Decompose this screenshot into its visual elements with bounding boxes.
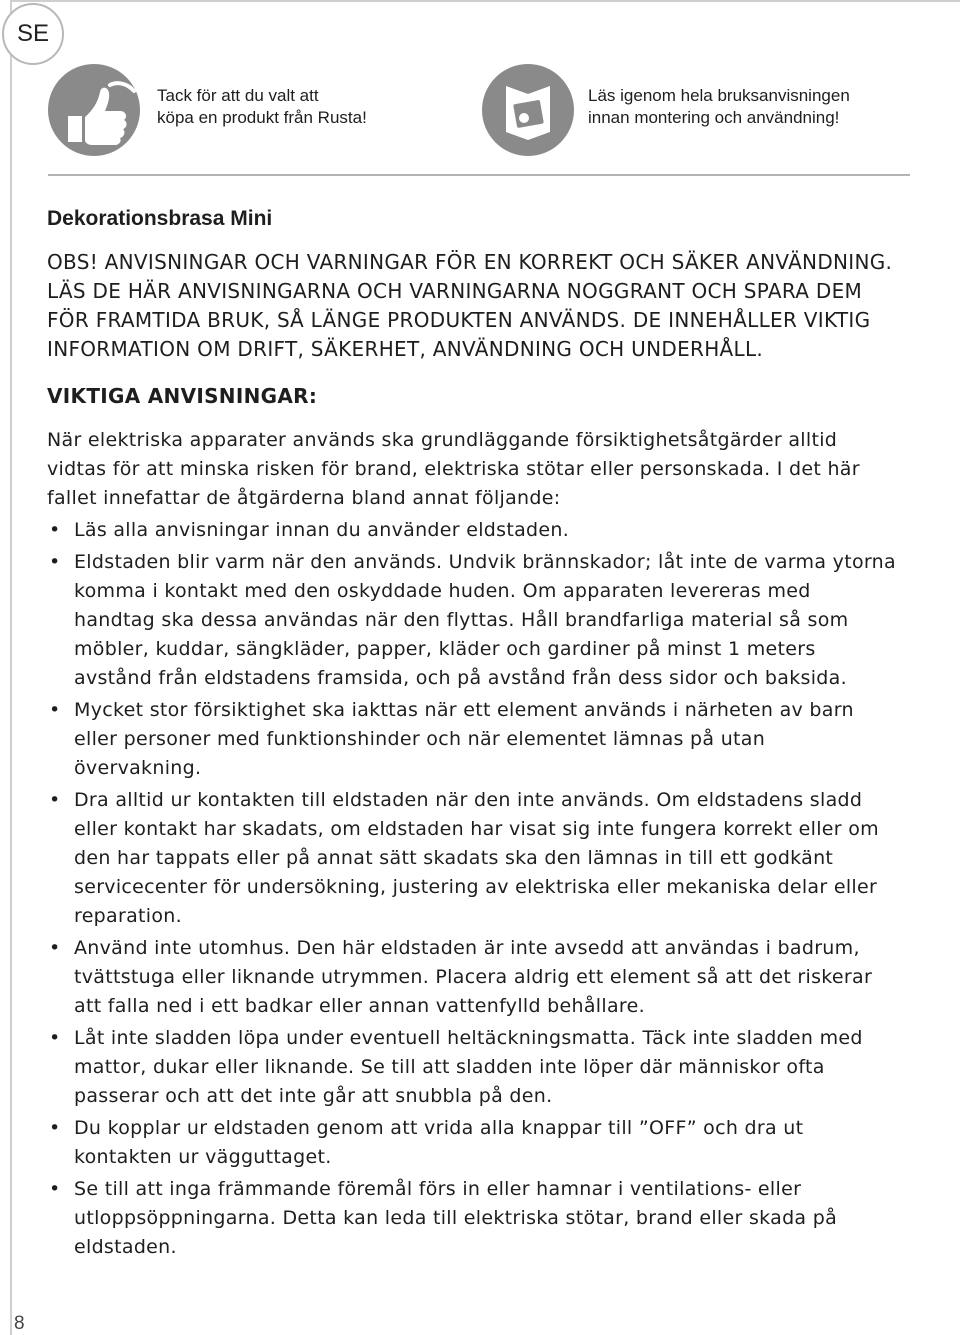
header-divider	[48, 174, 910, 176]
list-item: • Använd inte utomhus. Den här eldstaden är inte avsedd att användas i badrum, tvättstuga eller liknande utrymmen. Placera aldrig ett element så att det riskerar att falla ned i ett badkar eller annan vattenfylld behållare.	[47, 934, 897, 1021]
page-frame-left	[10, 0, 12, 1335]
header-thanks-line: Tack för att du valt att	[157, 86, 319, 105]
page-number: 8	[14, 1313, 25, 1334]
manual-book-icon	[482, 64, 574, 156]
header-thanks-text	[157, 85, 457, 129]
header-read-text	[588, 85, 908, 129]
product-title: Dekorationsbrasa Mini	[47, 207, 273, 230]
page-frame-top	[10, 0, 960, 2]
list-item: • Låt inte sladden löpa under eventuell heltäckningsmatta. Täck inte sladden med mattor, dukar eller liknande. Se till att sladden inte löper där människor ofta passerar och att det inte går att snubbla på den.	[47, 1024, 897, 1111]
list-item: • Du kopplar ur eldstaden genom att vrida alla knappar till ”OFF” och dra ut kontakten ur vägguttaget.	[47, 1114, 897, 1172]
list-item: • Läs alla anvisningar innan du använder eldstaden.	[47, 516, 897, 545]
main-content	[47, 204, 897, 1265]
safety-warning: OBS! ANVISNINGAR OCH VARNINGAR FÖR EN KORREKT OCH SÄKER ANVÄNDNING. LÄS DE HÄR ANVISNINGARNA OCH VARNINGARNA NOGGRANT OCH SPARA DEM FÖR FRAMTIDA BRUK, SÅ LÄNGE PRODUKTEN ANVÄNDS. DE INNEHÅLLER VIKTIG INFORMATION OM DRIFT, SÄKERHET, ANVÄNDNING OCH UNDERHÅLL.	[47, 250, 893, 361]
list-item: • Eldstaden blir varm när den används. Undvik brännskador; låt inte de varma ytorna komma i kontakt med den oskyddade huden. Om apparaten levereras med handtag ska dessa användas när den flyttas. Håll brandfarliga material så som möbler, kuddar, sängkläder, papper, kläder och gardiner på minst 1 meters avstånd från eldstadens framsida, och på avstånd från dess sidor och baksida.	[47, 548, 897, 693]
language-badge	[2, 3, 64, 65]
instruction-list	[47, 516, 897, 1262]
header-read-line: Läs igenom hela bruksanvisningen	[588, 86, 850, 105]
header-thanks-line: köpa en produkt från Rusta!	[157, 108, 367, 127]
section-heading: VIKTIGA ANVISNINGAR:	[47, 384, 318, 408]
language-label: SE	[16, 20, 49, 47]
thumbs-up-icon	[48, 64, 140, 156]
list-item: • Se till att inga främmande föremål förs in eller hamnar i ventilations- eller utloppsöppningarna. Detta kan leda till elektriska stötar, brand eller skada på eldstaden.	[47, 1175, 897, 1262]
header-read-line: innan montering och användning!	[588, 108, 840, 127]
list-item: • Mycket stor försiktighet ska iakttas när ett element används i närheten av barn eller personer med funktionshinder och när elementet lämnas på utan övervakning.	[47, 696, 897, 783]
list-item: • Dra alltid ur kontakten till eldstaden när den inte används. Om eldstadens sladd eller kontakt har skadats, om eldstaden har visat sig inte fungera korrekt eller om den har tappats eller på annat sätt skadats ska den lämnas in till ett godkänt servicecenter för undersökning, justering av elektriska eller mekaniska delar eller reparation.	[47, 786, 897, 931]
section-intro: När elektriska apparater används ska grundläggande försiktighetsåtgärder alltid vidtas för att minska risken för brand, elektriska stötar eller personskada. I det här fallet innefattar de åtgärderna bland annat följande:	[47, 429, 860, 509]
